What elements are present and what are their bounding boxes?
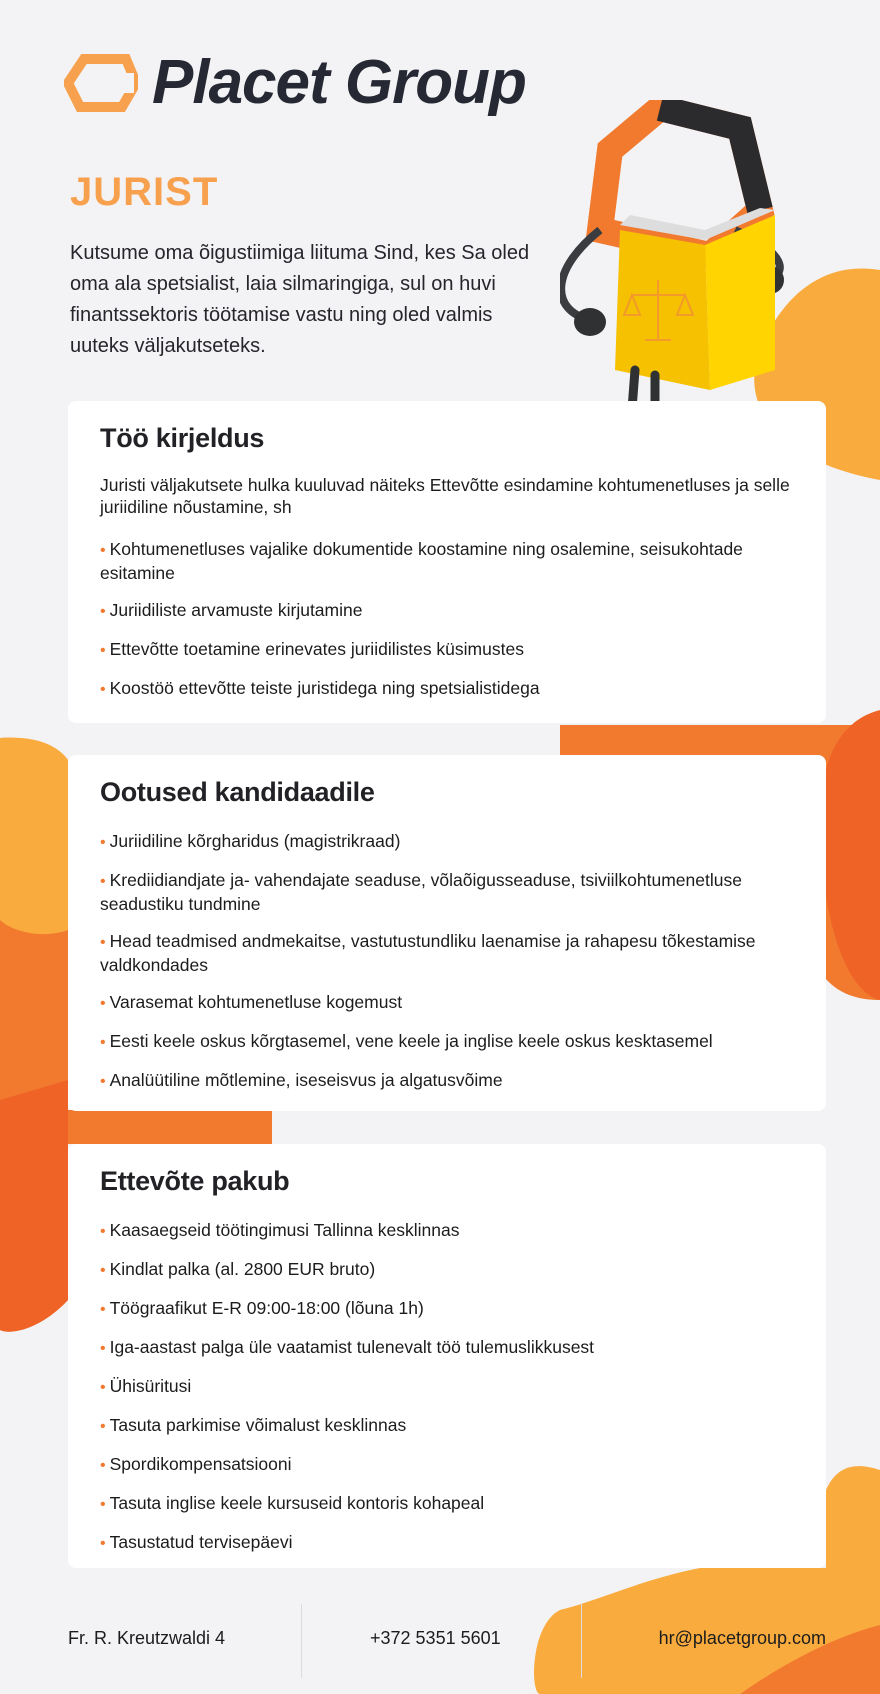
list-item: • Kohtumenetluses vajalike dokumentide koostamine ning osalemine, seisukohtade esitamine: [100, 539, 743, 583]
list-item: • Spordikompensatsiooni: [100, 1454, 292, 1474]
hexagon-logo-icon: [64, 53, 138, 113]
bullet-icon: •: [100, 1418, 106, 1435]
bullet-icon: •: [100, 681, 106, 698]
bullet-icon: •: [100, 873, 106, 890]
bullet-icon: •: [100, 1457, 106, 1474]
list-item: • Ettevõtte toetamine erinevates juriidilistes küsimustes: [100, 639, 524, 659]
bullet-icon: •: [100, 1379, 106, 1396]
divider: [581, 1604, 582, 1678]
section-heading: Töö kirjeldus: [100, 423, 265, 453]
brand-logo[interactable]: [64, 48, 526, 117]
list-item: • Iga-aastast palga üle vaatamist tulenevalt töö tulemuslikkusest: [100, 1337, 595, 1357]
list-item: • Varasemat kohtumenetluse kogemust: [100, 992, 403, 1012]
divider: [301, 1604, 302, 1678]
section-heading: Ootused kandidaadile: [100, 777, 375, 807]
page-title: JURIST: [70, 170, 219, 214]
list-item: • Tasuta inglise keele kursuseid kontoris kohapeal: [100, 1493, 485, 1513]
brand-name: Placet Group: [152, 48, 526, 117]
expectations-card: [68, 755, 826, 1111]
bullet-icon: •: [100, 642, 106, 659]
address-text: Fr. R. Kreutzwaldi 4: [68, 1628, 226, 1648]
bullet-icon: •: [100, 1301, 106, 1318]
list-item: • Krediidiandjate ja- vahendajate seaduse, võlaõigusseaduse, tsiviilkohtumenetluse seadustiku tundmine: [100, 870, 742, 914]
bullet-icon: •: [100, 542, 106, 559]
list-item: • Tasustatud tervisepäevi: [100, 1532, 293, 1552]
company-offer-card: [68, 1144, 826, 1568]
list-item: • Eesti keele oskus kõrgtasemel, vene keele ja inglise keele oskus kesktasemel: [100, 1031, 713, 1051]
bullet-icon: •: [100, 934, 106, 951]
intro-paragraph: Kutsume oma õigustiimiga liituma Sind, kes Sa oled oma ala spetsialist, laia silmaringiga, sul on huvi finantssektoris töötamise vastu ning oled valmis uuteks väljakutseteks.: [70, 242, 530, 357]
bullet-icon: •: [100, 1496, 106, 1513]
bullet-icon: •: [100, 1223, 106, 1240]
bullet-icon: •: [100, 1340, 106, 1357]
section-lead: Juristi väljakutsete hulka kuuluvad näiteks Ettevõtte esindamine kohtumenetluses ja selle juriidiline nõustamine, sh: [100, 475, 790, 517]
contact-footer: [0, 1600, 880, 1680]
list-item: • Ühisüritusi: [100, 1376, 192, 1396]
bullet-icon: •: [100, 1535, 106, 1552]
email-link[interactable]: hr@placetgroup.com: [658, 1628, 826, 1648]
expectations-list: [100, 830, 794, 1093]
job-description-card: [68, 401, 826, 723]
list-item: • Juriidiline kõrgharidus (magistrikraad): [100, 831, 401, 851]
bullet-icon: •: [100, 1073, 106, 1090]
list-item: • Analüütiline mõtlemine, iseseisvus ja algatusvõime: [100, 1070, 503, 1090]
list-item: • Kindlat palka (al. 2800 EUR bruto): [100, 1259, 376, 1279]
bullet-icon: •: [100, 995, 106, 1012]
bullet-icon: •: [100, 1034, 106, 1051]
list-item: • Tasuta parkimise võimalust kesklinnas: [100, 1415, 407, 1435]
list-item: • Töögraafikut E-R 09:00-18:00 (lõuna 1h): [100, 1298, 424, 1318]
description-list: [100, 538, 794, 701]
bullet-icon: •: [100, 603, 106, 620]
phone-link[interactable]: +372 5351 5601: [370, 1628, 501, 1648]
list-item: • Juriidiliste arvamuste kirjutamine: [100, 600, 363, 620]
list-item: • Head teadmised andmekaitse, vastutustundliku laenamise ja rahapesu tõkestamise valdkondades: [100, 931, 756, 975]
offer-list: [100, 1219, 794, 1555]
bullet-icon: •: [100, 834, 106, 851]
section-heading: Ettevõte pakub: [100, 1166, 290, 1196]
list-item: • Koostöö ettevõtte teiste juristidega ning spetsialistidega: [100, 678, 540, 698]
bullet-icon: •: [100, 1262, 106, 1279]
list-item: • Kaasaegseid töötingimusi Tallinna kesklinnas: [100, 1220, 460, 1240]
